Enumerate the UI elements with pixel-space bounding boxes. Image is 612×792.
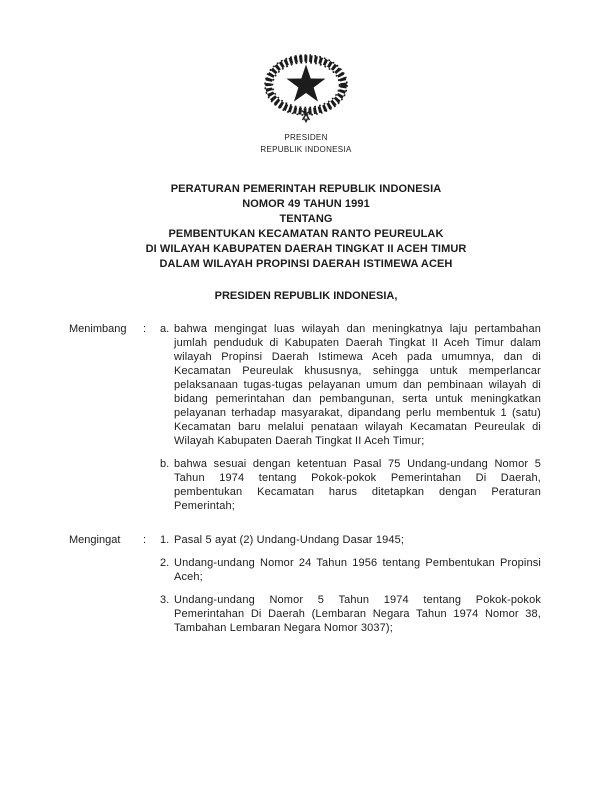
considering-item-a — [160, 322, 541, 448]
presidential-star-wreath-emblem-icon — [261, 52, 351, 124]
letterhead — [0, 52, 612, 156]
recalling-items — [160, 533, 541, 635]
item-marker: b. — [160, 458, 170, 470]
recalling-item-3 — [160, 593, 541, 635]
preamble-heading: PRESIDEN REPUBLIK INDONESIA, — [214, 290, 398, 302]
recalling-item-1 — [160, 533, 541, 547]
letterhead-presiden-label: PRESIDEN — [284, 133, 328, 142]
considering-item-b — [160, 457, 541, 513]
regulation-title-line-1: PERATURAN PEMERINTAH REPUBLIK INDONESIA — [170, 183, 442, 195]
document-body — [0, 322, 612, 635]
recalling-colon: : — [143, 534, 147, 546]
item-marker: a. — [160, 323, 170, 335]
item-marker: 1. — [160, 534, 170, 546]
regulation-subject-line-1: PEMBENTUKAN KECAMATAN RANTO PEUREULAK — [168, 228, 444, 240]
item-text: Undang-undang Nomor 5 Tahun 1974 tentang Pokok-pokok Pemerintahan Di Daerah (Lembaran Negara Tahun 1974 Nomor 38, Tambahan Lembaran Negara Nomor 3037); — [174, 594, 541, 634]
item-text: Pasal 5 ayat (2) Undang-Undang Dasar 1945; — [174, 534, 405, 546]
recalling-item-2 — [160, 556, 541, 584]
item-marker: 2. — [160, 557, 170, 569]
item-text: bahwa sesuai dengan ketentuan Pasal 75 Undang-undang Nomor 5 Tahun 1974 tentang Pokok-pokok Pemerintahan Di Daerah, pembentukan Kecamatan harus ditetapkan dengan Peraturan Pemerintah; — [174, 458, 541, 512]
letterhead-republik-indonesia-label: REPUBLIK INDONESIA — [260, 145, 352, 154]
item-marker: 3. — [160, 594, 170, 606]
recalling-label: Mengingat — [69, 534, 121, 546]
regulation-subject-line-2: DI WILAYAH KABUPATEN DAERAH TINGKAT II ACEH TIMUR — [145, 243, 467, 255]
considering-items — [160, 322, 541, 513]
item-text: Undang-undang Nomor 24 Tahun 1956 tentang Pembentukan Propinsi Aceh; — [174, 557, 541, 583]
regulation-number-line: NOMOR 49 TAHUN 1991 — [242, 198, 370, 210]
regulation-tentang-line: TENTANG — [279, 213, 333, 225]
considering-label: Menimbang — [69, 323, 127, 335]
considering-section — [69, 322, 541, 513]
recalling-section — [69, 533, 541, 635]
considering-colon: : — [143, 323, 147, 335]
regulation-title-block — [0, 182, 612, 272]
item-text: bahwa mengingat luas wilayah dan meningkatnya laju pertambahan jumlah penduduk di Kabupaten Daerah Tingkat II Aceh Timur dalam wilayah Propinsi Daerah Istimewa Aceh pada umumnya, dan di Kecamatan Peureulak khususnya, sehingga untuk memperlancar pelaksanaan tugas-tugas pelayanan umum dan pembinaan wilayah di bidang pemerintahan dan pembangunan, serta untuk meningkatkan pelayanan terhadap masyarakat, dipandang perlu membentuk 1 (satu) Kecamatan baru melalui penataan wilayah Kecamatan Peureulak di Wilayah Kabupaten Daerah Tingkat II Aceh Timur; — [174, 323, 541, 447]
regulation-subject-line-3: DALAM WILAYAH PROPINSI DAERAH ISTIMEWA ACEH — [159, 258, 453, 270]
